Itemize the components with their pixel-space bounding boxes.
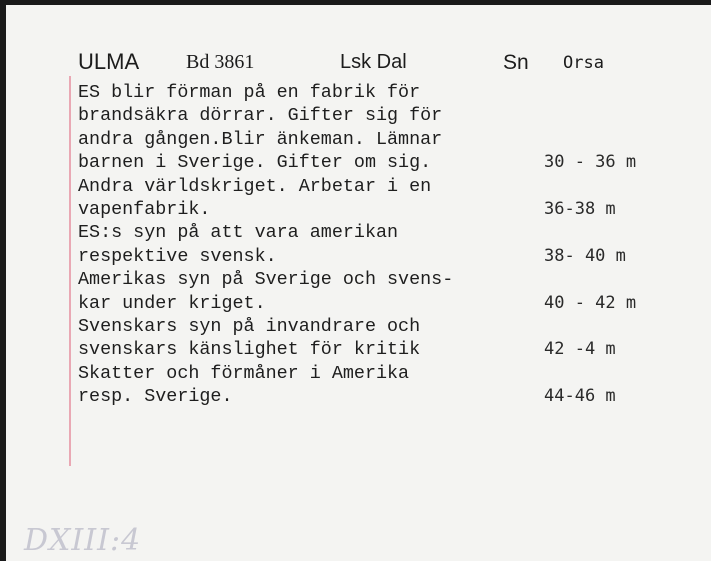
card-line — [78, 245, 698, 268]
line-text: svenskars känslighet för kritik — [78, 339, 421, 361]
margin-rule — [69, 76, 71, 466]
line-text: barnen i Sverige. Gifter om sig. — [78, 152, 432, 174]
shelfmark-handwritten: DXIII:4 — [24, 523, 142, 558]
page-range: 42 -4 m — [544, 339, 616, 360]
parish-label: Sn — [503, 51, 529, 74]
line-text: kar under kriget. — [78, 292, 266, 314]
line-text: andra gången.Blir änkeman. Lämnar — [78, 128, 443, 150]
page-range: 44-46 m — [544, 386, 616, 407]
card-line — [78, 362, 698, 385]
card-line — [78, 221, 698, 244]
line-text: Svenskars syn på invandrare och — [78, 315, 421, 337]
line-text: Skatter och förmåner i Amerika — [78, 362, 410, 384]
card-line — [78, 338, 698, 361]
index-card — [6, 5, 711, 561]
card-line — [78, 104, 698, 127]
card-line — [78, 292, 698, 315]
line-text: Andra världskriget. Arbetar i en — [78, 175, 432, 197]
line-text: brandsäkra dörrar. Gifter sig för — [78, 105, 443, 127]
page-range: 30 - 36 m — [544, 152, 637, 173]
line-text: respektive svensk. — [78, 245, 277, 267]
card-body — [78, 81, 698, 408]
line-text: resp. Sverige. — [78, 386, 233, 408]
card-line — [78, 175, 698, 198]
card-line — [78, 81, 698, 104]
page-range: 40 - 42 m — [544, 292, 637, 313]
line-text: ES blir förman på en fabrik för — [78, 82, 421, 103]
parish-name: Orsa — [563, 53, 604, 73]
card-line — [78, 385, 698, 408]
card-header — [6, 49, 711, 79]
page-range: 36-38 m — [544, 198, 616, 219]
card-line — [78, 198, 698, 221]
archive-name: ULMA — [78, 49, 140, 74]
line-text: vapenfabrik. — [78, 198, 211, 220]
card-line — [78, 128, 698, 151]
province-label: Lsk Dal — [340, 51, 407, 73]
line-text: ES:s syn på att vara amerikan — [78, 222, 399, 244]
page-range: 38- 40 m — [544, 245, 626, 266]
card-line — [78, 315, 698, 338]
card-line — [78, 151, 698, 174]
card-line — [78, 268, 698, 291]
line-text: Amerikas syn på Sverige och svens- — [78, 269, 454, 291]
volume-number: Bd 3861 — [186, 51, 255, 73]
